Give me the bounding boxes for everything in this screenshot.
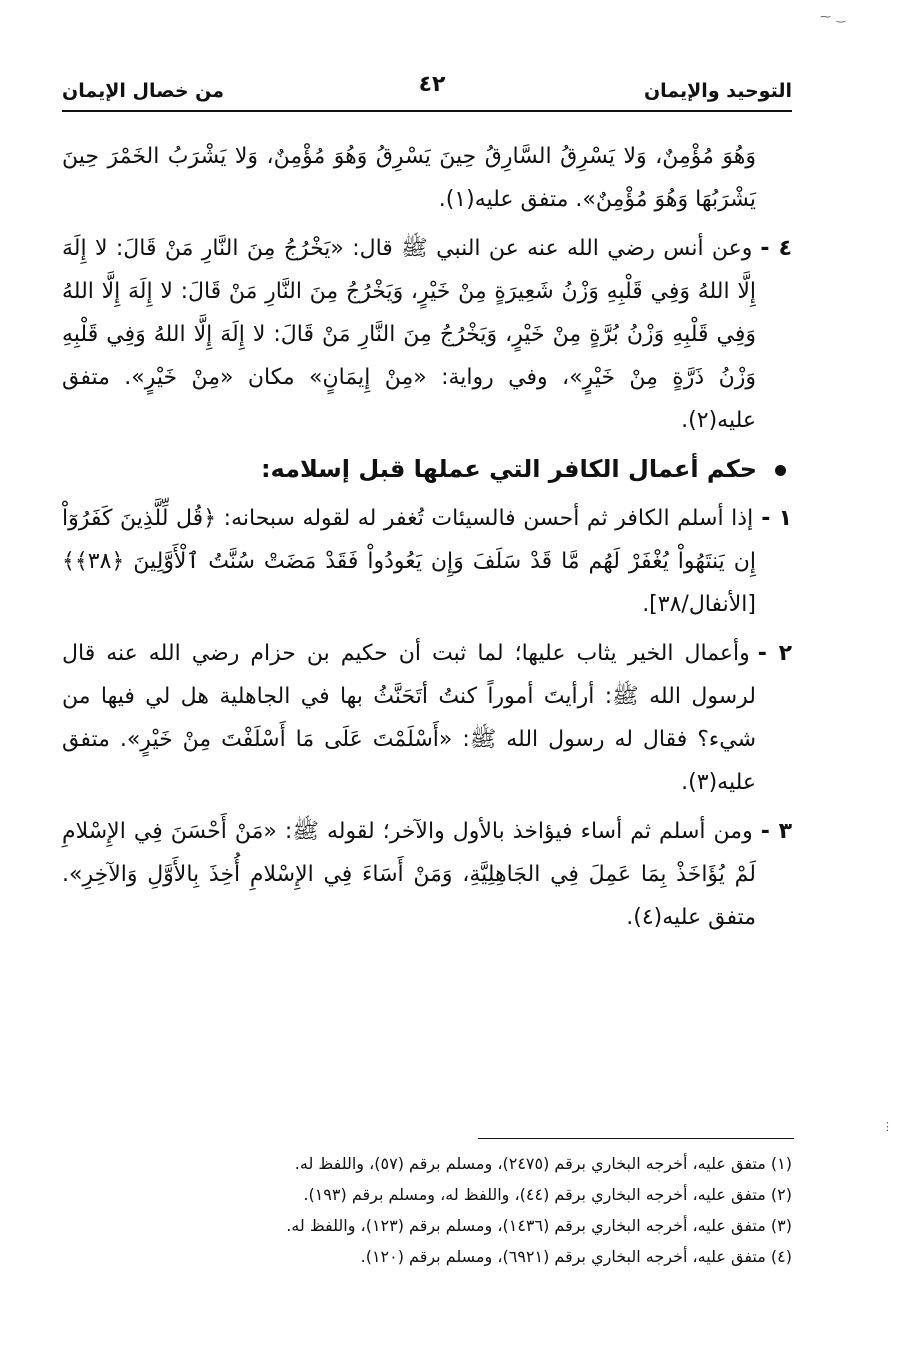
paragraph-continuation: وَهُوَ مُؤْمِنٌ، وَلا يَسْرِقُ السَّارِقُ حِينَ يَسْرِقُ وَهُوَ مُؤْمِنٌ، وَلا يَشْرَبُ الخَمْرَ حِينَ يَشْرَبُهَا وَهُوَ مُؤْمِنٌ». متفق عليه(١). [62,144,756,212]
paragraph-text: إذا أسلم الكافر ثم أحسن فالسيئات تُغفر له لقوله سبحانه: ﴿قُل لِّلَّذِينَ كَفَرُوٓاْ إِن يَنتَهُواْ يُغْفَرْ لَهُم مَّا قَدْ سَلَفَ وَإِن يَعُودُواْ فَقَدْ مَضَتْ سُنَّتُ ٱلْأَوَّلِينَ ﴿٣٨﴾﴾ [الأنفال/٣٨]. [62,506,756,617]
footnote-divider [478,1138,794,1139]
paragraph-text: ومن أسلم ثم أساء فيؤاخذ بالأول والآخر؛ لقوله ﷺ: «مَنْ أَحْسَنَ فِي الإِسْلامِ لَمْ يُؤَاخَذْ بِمَا عَمِلَ فِي الجَاهِلِيَّةِ، وَمَنْ أَسَاءَ فِي الإِسْلامِ أُخِذَ بِالأَوَّلِ وَالآخِرِ». متفق عليه(٤). [62,819,756,930]
item-number: ٢ - [757,641,792,666]
scan-mark: ⋮ [882,1120,894,1133]
item-number: ١ - [761,506,792,531]
hadith-paragraph-4 [62,227,792,442]
chapter-title: من خصال الإيمان [62,80,225,102]
footnote: (٣) متفق عليه، أخرجه البخاري برقم (١٤٣٦)، ومسلم برقم (١٢٣)، واللفظ له. [286,1216,792,1235]
footnote: (١) متفق عليه، أخرجه البخاري برقم (٢٤٧٥)، ومسلم برقم (٥٧)، واللفظ له. [294,1154,792,1173]
footnotes [62,1150,792,1274]
bullet-icon [775,465,786,476]
running-header [62,70,792,110]
paragraph-text: وعن أنس رضي الله عنه عن النبي ﷺ قال: «يَخْرُجُ مِنَ النَّارِ مَنْ قَالَ: لا إِلَهَ إِلَّا اللهُ وَفِي قَلْبِهِ وَزْنُ شَعِيرَةٍ مِنْ خَيْرٍ، وَيَخْرُجُ مِنَ النَّارِ مَنْ قَالَ: لا إِلَهَ إِلَّا اللهُ وَفِي قَلْبِهِ وَزْنُ بُرَّةٍ مِنْ خَيْرٍ، وَيَخْرُجُ مِنَ النَّارِ مَنْ قَالَ: لا إِلَهَ إِلَّا اللهُ وَفِي قَلْبِهِ وَزْنُ ذَرَّةٍ مِنْ خَيْرٍ»، وفي رواية: «مِنْ إِيمَانٍ» مكان «مِنْ خَيْرٍ». متفق عليه(٢). [62,236,756,433]
page-number: ٤٢ [418,72,446,97]
paragraph-text: وأعمال الخير يثاب عليها؛ لما ثبت أن حكيم بن حزام رضي الله عنه قال لرسول الله ﷺ: أرأيتَ أموراً كنتُ أتَحَنَّثُ بها في الجاهلية هل لي فيها من شيء؟ فقال له رسول الله ﷺ: «أَسْلَمْتَ عَلَى مَا أَسْلَفْتَ مِنْ خَيْرٍ». متفق عليه(٣). [62,641,756,795]
rule-paragraph-2 [62,632,792,804]
header-divider [62,110,792,112]
item-number: ٣ - [760,819,792,844]
rule-paragraph-1 [62,497,792,626]
rule-paragraph-3 [62,810,792,939]
footnote: (٤) متفق عليه، أخرجه البخاري برقم (٦٩٢١)، ومسلم برقم (١٢٠). [360,1247,792,1266]
section-heading [62,448,792,491]
book-title: التوحيد والإيمان [643,80,792,102]
section-heading-text: حكم أعمال الكافر التي عملها قبل إسلامه: [260,455,757,483]
main-text [62,135,792,945]
footnote: (٢) متفق عليه، أخرجه البخاري برقم (٤٤)، واللفظ له، ومسلم برقم (١٩٣). [303,1185,792,1204]
scan-mark: ⁓ ‿ [820,10,847,23]
item-number: ٤ - [760,236,792,261]
